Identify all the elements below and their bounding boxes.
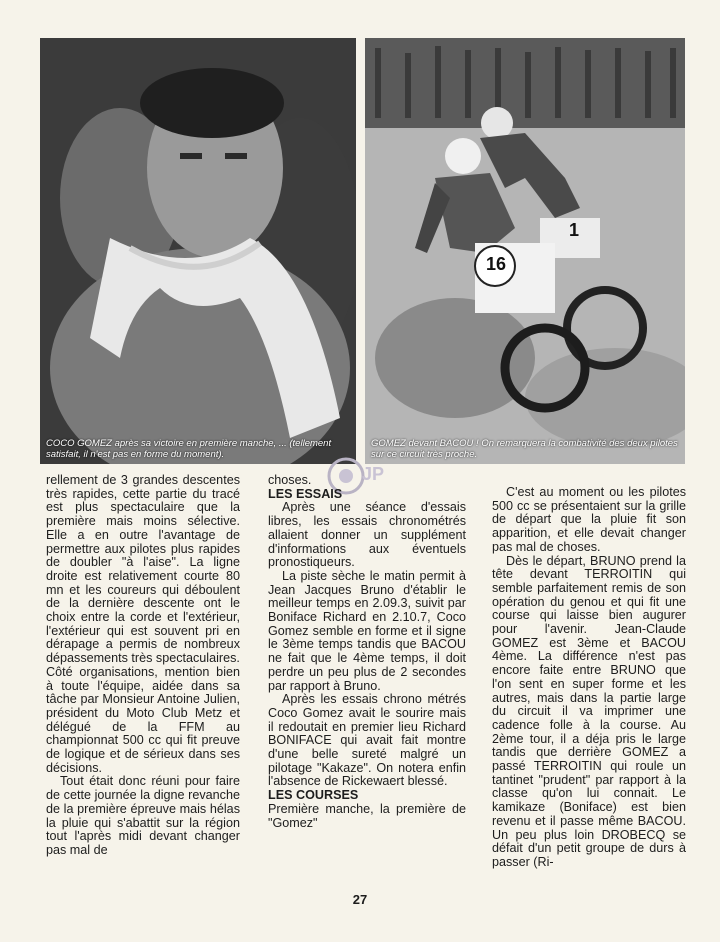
text-column-1 <box>46 474 240 858</box>
paragraph: Après une séance d'essais libres, les essais chronométrés allaient donner un supplément d'informations aux éventuels pronostiqueurs. <box>268 500 466 570</box>
paragraph: rellement de 3 grandes descentes très rapides, cette partie du tracé est plus spectaculaire que la première mais moins sélective. Elle a en outre l'avantage de permettre aux pilotes plus rapides de doubler "à l'aise". La ligne droite est relativement courte 80 mn et les coureurs qui déboulent de la dernière descente ont le choix entre la corde et l'extérieur, l'extérieur qui est souvent pri en dérapage a permis de nombreux dépassements très spectaculaires. <box>46 473 240 666</box>
paragraph: La piste sèche le matin permit à Jean Jacques Bruno d'établir le meilleur temps en 2.09.3, suivit par Boniface Richard en 2.10.7, Coco Gomez semble en forme et il signe le 3ème temps tandis que BACOU ne fait que le 4ème temps, il doit perdre un peu plus de 2 secondes par rapport à Bruno. <box>268 568 466 693</box>
paragraph: Dès le départ, BRUNO prend la tête devant TERROITIN qui semble parfaitement remis de son opération du genou et qui fit une course qui laisse bien augurer pour l'avenir. Jean-Claude GOMEZ est 3ème et BACOU 4ème. La différence n'est pas encore faite entre BRUNO que l'on sent en super forme et les autres, mais dans la partie large du circuit il va imprimer une cadence folle à la course. Au 2ème tour, il a déja pris le large tandis que derrière GOMEZ a passé TERROITIN qui roule un tantinet "prudent" par rapport à la classe qu'on lui connait. Le kamikaze (Boniface) est bien revenu et il passe même BACOU. Un peu plus loin DROBECQ se défait d'un petit groupe de durs à passer (Ri- <box>492 553 686 869</box>
watermark-text: JP <box>362 464 385 484</box>
photo-motocross <box>365 38 685 464</box>
paragraph: Tout était donc réuni pour faire de cette journée la digne revanche de la première épreuve mais hélas la pluie qui s'abattit sur la région tout l'après midi devant changer pas mal de <box>46 774 240 857</box>
photo-caption-left: COCO GOMEZ après sa victoire en première manche, ... (tellement satisfait, il n'est pas en forme du moment). <box>46 438 332 460</box>
page-number: 27 <box>352 892 368 907</box>
paragraph: Première manche, la première de "Gomez" <box>268 801 466 830</box>
text-column-2 <box>268 474 466 830</box>
section-heading: LES ESSAIS <box>268 486 343 501</box>
portrait-image <box>40 38 356 464</box>
section-heading: LES COURSES <box>268 788 359 803</box>
plate-number-1: 1 <box>568 220 579 240</box>
paragraph: Côté organisations, mention bien à toute l'équipe, aidée dans sa tâche par Monsieur Antoine Julien, président du Moto Club Metz et délégué de la FFM au championnat 500 cc qui fit preuve de logique et de sérieux dans ses décisions. <box>46 664 240 775</box>
photo-caption-right: GOMEZ devant BACOU ! On remarquera la combativité des deux pilotes sur ce circuit très proche. <box>371 438 678 460</box>
paragraph: choses. <box>268 473 312 487</box>
paragraph: Après les essais chrono métrés Coco Gomez avait le sourire mais il redoutait en premier lieu Richard BONIFACE qui avait fait montre d'une belle sureté malgré un pilotage "Kakaze". On notera enfin l'absence de Rickewaert blessé. <box>268 692 466 789</box>
text-column-3 <box>492 486 686 870</box>
photo-portrait <box>40 38 356 464</box>
paragraph: C'est au moment ou les pilotes 500 cc se présentaient sur la grille de départ que la pluie fit son apparition, et elle devait changer pas mal de choses. <box>492 485 686 554</box>
motocross-image <box>365 38 685 464</box>
plate-number-16: 16 <box>485 254 507 274</box>
